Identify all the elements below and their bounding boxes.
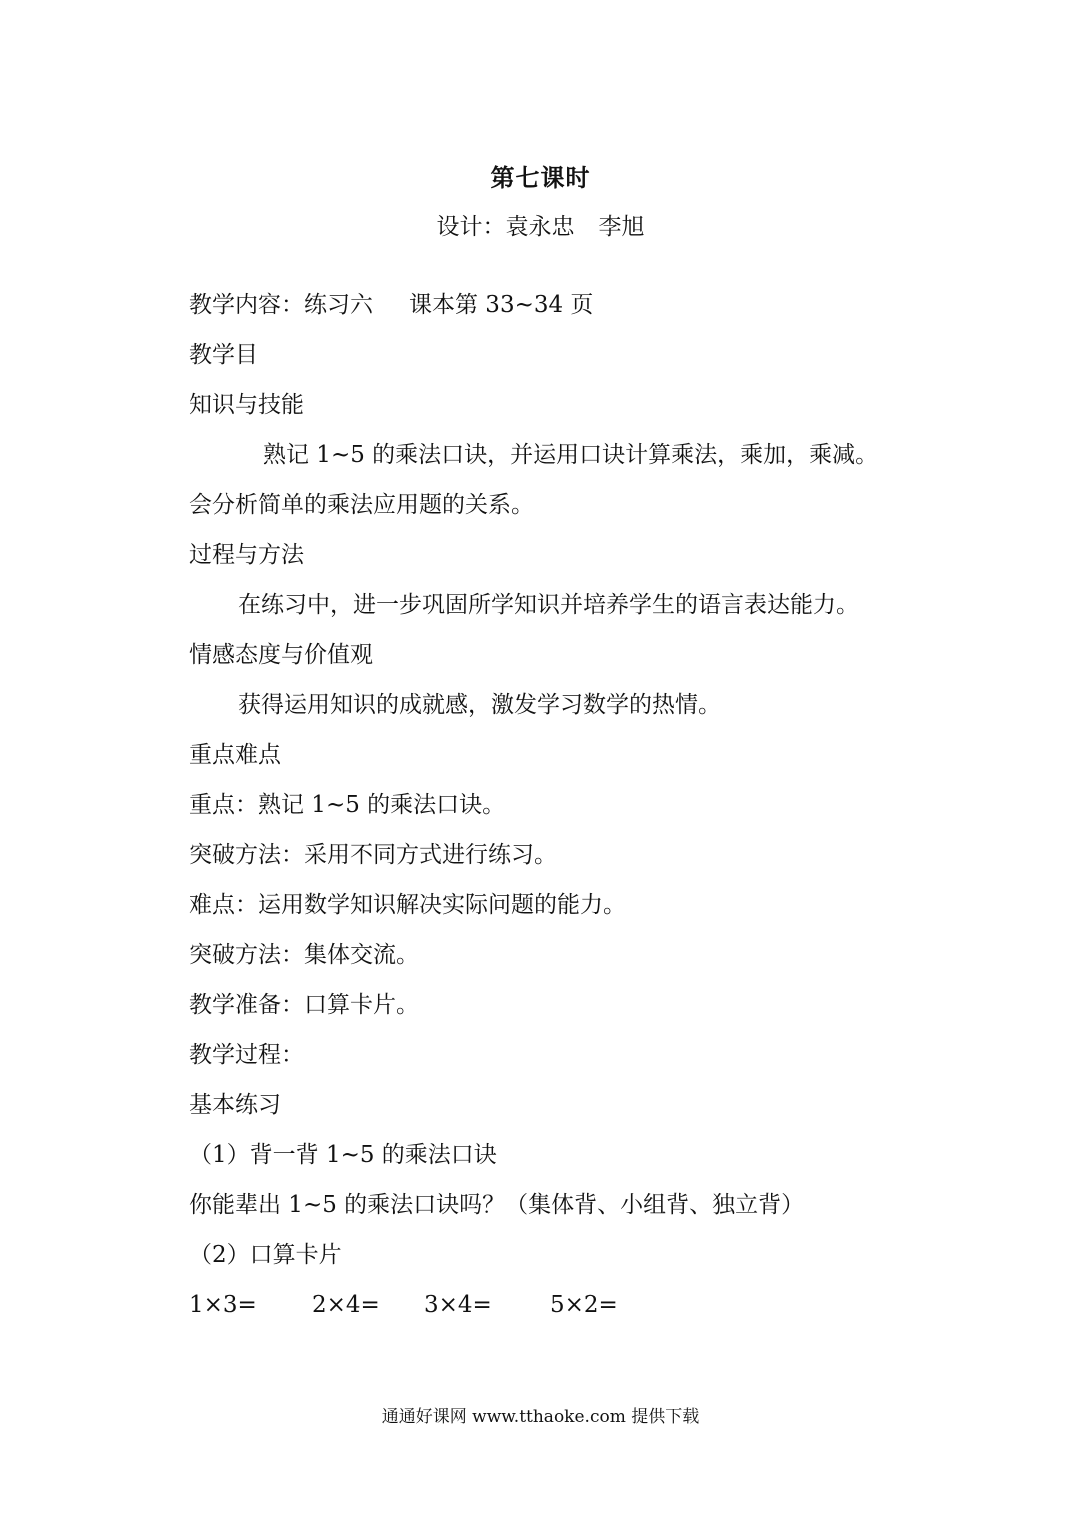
calculation-row — [189, 1285, 909, 1335]
page-subtitle — [0, 208, 1081, 241]
document-body — [189, 285, 909, 1335]
knowledge-heading: 知识与技能 — [189, 392, 304, 418]
difficult-method: 突破方法：集体交流。 — [189, 942, 419, 968]
process-heading: 过程与方法 — [189, 542, 304, 568]
page-footer: 通通好课网 www.tthaoke.com 提供下载 — [381, 1407, 700, 1427]
calc-item: 3×4= — [424, 1292, 492, 1318]
step-1-text: 你能辈出 1~5 的乘法口诀吗？（集体背、小组背、独立背） — [189, 1192, 805, 1218]
step-2: （2）口算卡片 — [189, 1242, 342, 1268]
teaching-prep: 教学准备：口算卡片。 — [189, 992, 419, 1018]
step-1: （1）背一背 1~5 的乘法口诀 — [189, 1142, 497, 1168]
teaching-content-line — [189, 285, 909, 335]
key-method: 突破方法：采用不同方式进行练习。 — [189, 842, 557, 868]
designer-label: 设计：袁永忠 — [436, 214, 575, 240]
key-point: 重点：熟记 1~5 的乘法口诀。 — [189, 792, 506, 818]
calc-item: 5×2= — [550, 1292, 618, 1318]
designer-name-2: 李旭 — [598, 214, 645, 240]
knowledge-text-1: 熟记 1~5 的乘法口诀，并运用口诀计算乘法，乘加，乘减。 — [263, 442, 879, 468]
emotion-heading: 情感态度与价值观 — [189, 642, 373, 668]
page-title: 第七课时 — [490, 163, 591, 192]
teaching-process-heading: 教学过程： — [189, 1042, 304, 1068]
calc-item: 2×4= — [312, 1292, 380, 1318]
knowledge-text-2: 会分析简单的乘法应用题的关系。 — [189, 492, 534, 518]
key-difficult-heading: 重点难点 — [189, 742, 281, 768]
teaching-content-page: 课本第 33~34 页 — [409, 292, 594, 318]
process-text: 在练习中，进一步巩固所学知识并培养学生的语言表达能力。 — [238, 592, 859, 618]
calc-item: 1×3= — [189, 1292, 257, 1318]
emotion-text: 获得运用知识的成就感，激发学习数学的热情。 — [238, 692, 721, 718]
teaching-content-label: 教学内容：练习六 — [189, 292, 373, 318]
teaching-goal-heading: 教学目 — [189, 342, 258, 368]
difficult-point: 难点：运用数学知识解决实际问题的能力。 — [189, 892, 626, 918]
basic-practice-heading: 基本练习 — [189, 1092, 281, 1118]
